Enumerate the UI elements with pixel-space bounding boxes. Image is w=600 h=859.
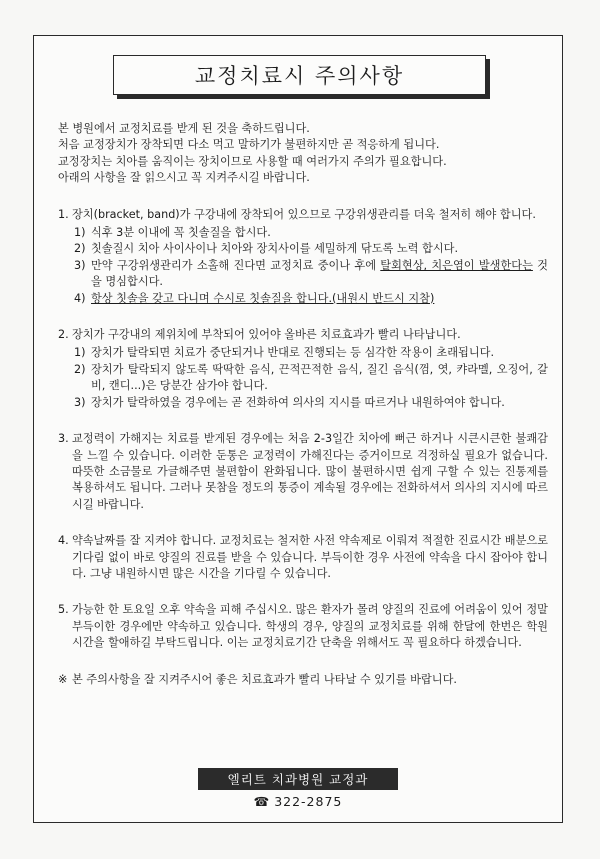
sub-item xyxy=(74,291,548,307)
intro-line: 교정장치는 치아를 움직이는 장치이므로 사용할 때 여러가지 주의가 필요합니다. xyxy=(58,154,447,168)
sub-list xyxy=(74,225,548,307)
sub-number: 4) xyxy=(74,291,86,305)
sub-number: 2) xyxy=(74,242,86,256)
sub-item xyxy=(74,395,548,411)
sub-text xyxy=(91,258,548,291)
intro-paragraph xyxy=(58,121,548,187)
underlined-warning: 항상 칫솔을 갖고 다니며 수시로 칫솔질을 합니다.(내원시 반드시 지참) xyxy=(91,291,435,305)
item-number: 2. xyxy=(58,328,69,342)
sub-text: 장치가 탈락하였을 경우에는 곧 전화하여 의사의 지시를 따르거나 내원하여야 합니다. xyxy=(91,395,505,409)
sub-number: 2) xyxy=(74,362,86,376)
sub-text: 장치가 탈락되지 않도록 딱딱한 음식, 끈적끈적한 음식, 질긴 음식(껌, 엿, 캬라멜, 오징어, 갈비, 캔디...)은 당분간 삼가야 합니다. xyxy=(91,362,548,393)
sub-number: 3) xyxy=(74,258,86,272)
page-title: 교정치료시 주의사항 xyxy=(113,55,486,95)
sub-item xyxy=(74,241,548,257)
clinic-name-banner: 엘리트 치과병원 교정과 xyxy=(198,768,398,790)
underlined-warning: 탈회현상, 치은염이 발생한다는 xyxy=(380,258,533,272)
item-text: 교정력이 가해지는 치료를 받게된 경우에는 처음 2-3일간 치아에 뻐근 하거나 시큰시큰한 불쾌감을 느낄 수 있습니다. 이러한 둔통은 교정력이 가해진다는 증거이므로 걱정하실 필요가 없습니다. 따뜻한 소금물로 가글해주면 불편함이 완화됩니다. 많이 불편하시면 쉽게 구할 수 있는 진통제를 복용하셔도 됩니다. 그러나 못참을 정도의 통증이 계속될 경우에는 전화하셔서 의사의 지시에 따르시길 바랍니다. xyxy=(72,432,548,511)
instruction-item-4 xyxy=(58,533,548,582)
sub-item xyxy=(74,258,548,291)
item-text: 약속날짜를 잘 지켜야 합니다. 교정치료는 철저한 사전 약속제로 이뤄져 적절한 진료시간 배분으로 기다림 없이 바로 양질의 진료를 받을 수 있습니다. 부득이한 경우 사전에 약속을 다시 잡아야 합니다. 그냥 내원하시면 많은 시간을 기다릴 수 있습니다. xyxy=(72,534,548,580)
sub-text: 칫솔질시 치아 사이사이나 치아와 장치사이를 세밀하게 닦도록 노력 합시다. xyxy=(91,242,459,256)
sub-list xyxy=(74,345,548,411)
intro-line: 처음 교정장치가 장착되면 다소 먹고 말하기가 불편하지만 곧 적응하게 됩니다. xyxy=(58,138,440,152)
phone-line xyxy=(198,794,398,809)
sub-text: 식후 3분 이내에 꼭 칫솔질을 합시다. xyxy=(91,226,271,240)
phone-number: 322-2875 xyxy=(274,794,343,809)
sub-item xyxy=(74,345,548,361)
closing-note xyxy=(58,672,548,688)
sub-item xyxy=(74,225,548,241)
item-text: 장치가 구강내의 제위치에 부착되어 있어야 올바른 치료효과가 빨리 나타납니다. xyxy=(72,328,461,342)
sub-number: 1) xyxy=(74,346,86,360)
note-text: 본 주의사항을 잘 지켜주시어 좋은 치료효과가 빨리 나타날 수 있기를 바랍니다. xyxy=(72,672,457,686)
item-number: 1. xyxy=(58,207,69,221)
item-number: 3. xyxy=(58,432,69,446)
sub-text: 장치가 탈락되면 치료가 중단되거나 반대로 진행되는 등 심각한 작용이 초래됩니다. xyxy=(91,346,495,360)
item-number: 4. xyxy=(58,534,69,548)
telephone-icon: ☎ xyxy=(253,794,271,809)
sub-number: 3) xyxy=(74,395,86,409)
sub-text-part: 만약 구강위생관리가 소홀해 진다면 교정치료 중이나 후에 xyxy=(91,258,381,272)
item-text: 가능한 한 토요일 오후 약속을 피해 주십시오. 많은 환자가 몰려 양질의 진료에 어려움이 있어 정말 부득이한 경우에만 약속하고 있습니다. 학생의 경우, 양질의 교정치료를 위해 한달에 한번은 학원시간을 할애하길 부탁드립니다. 이는 교정치료기간 단축을 위해서도 꼭 필요하다 하겠습니다. xyxy=(72,603,548,650)
instruction-item-2 xyxy=(58,327,548,411)
item-text: 장치(bracket, band)가 구강내에 장착되어 있으므로 구강위생관리를 더욱 철저히 해야 합니다. xyxy=(72,207,536,221)
item-number: 5. xyxy=(58,603,69,617)
document-body xyxy=(58,121,548,688)
instruction-item-1 xyxy=(58,207,548,307)
intro-line: 본 병원에서 교정치료를 받게 된 것을 축하드립니다. xyxy=(58,122,310,135)
instruction-item-3 xyxy=(58,431,548,513)
sub-number: 1) xyxy=(74,226,86,240)
instruction-item-5 xyxy=(58,602,548,651)
sub-item xyxy=(74,362,548,395)
reference-mark-icon: ※ xyxy=(58,672,68,686)
sub-text-part: 것을 명심합시다. xyxy=(91,258,548,289)
intro-line: 아래의 사항을 잘 읽으시고 꼭 지켜주시길 바랍니다. xyxy=(58,171,310,185)
